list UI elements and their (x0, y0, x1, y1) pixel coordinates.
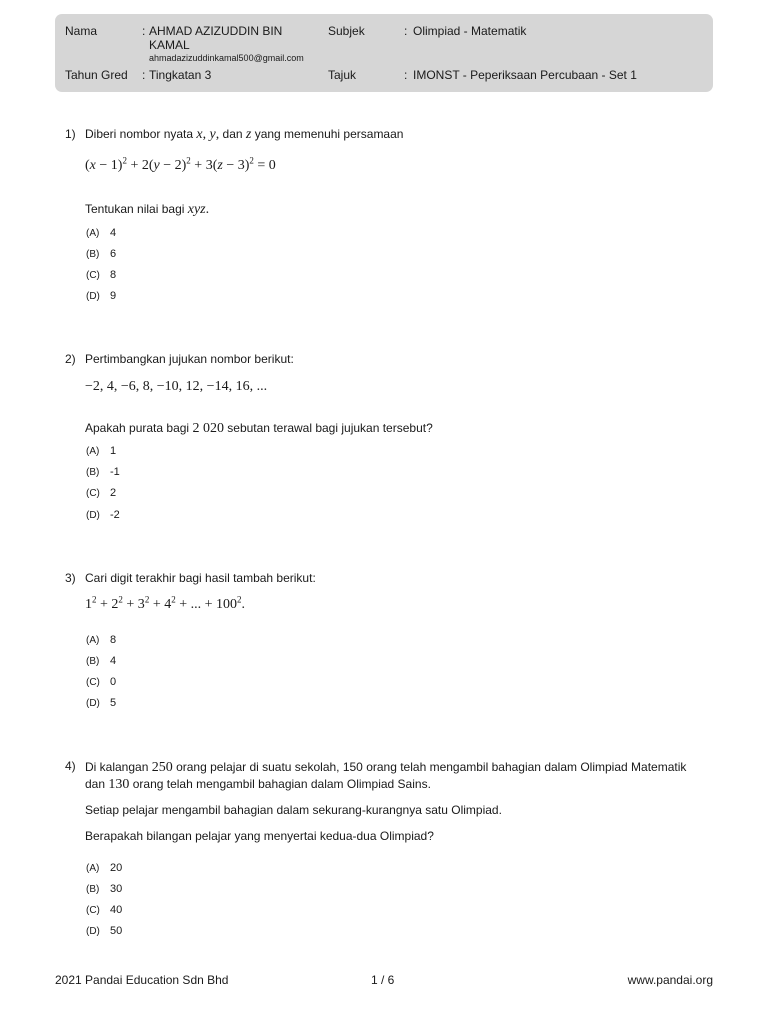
tajuk-value: IMONST - Peperiksaan Percubaan - Set 1 (413, 68, 637, 82)
question-3-number: 3) (65, 571, 76, 585)
tahun-colon: : (142, 68, 146, 82)
nama-label: Nama (65, 24, 98, 38)
question-1-number: 1) (65, 127, 76, 141)
question-3-option-c[interactable]: (C) 0 (86, 676, 117, 688)
question-3-sum: $1^2 + 2^2 + 3^2 + 4^2$ + ... + $100^2$. (85, 594, 246, 612)
question-3-intro: Cari digit terakhir bagi hasil tambah berikut: (85, 571, 316, 585)
question-1-option-a[interactable]: (A) 4 (86, 227, 117, 239)
question-4-paragraph-3: Berapakah bilangan pelajar yang menyertai kedua-dua Olimpiad? (85, 829, 434, 843)
footer-page-number: 1 / 6 (371, 973, 395, 987)
question-1-option-c[interactable]: (C) 8 (86, 269, 117, 281)
nama-value: AHMAD AZIZUDDIN BIN KAMAL (149, 24, 283, 52)
question-2-option-d[interactable]: (D) -2 (86, 509, 120, 521)
math-var: y (209, 127, 216, 142)
question-2-sequence: −2, 4, −6, 8, −10, 12, −14, 16, ... (85, 379, 268, 394)
math-var: z (245, 127, 252, 142)
question-1-option-b[interactable]: (B) 6 (86, 248, 117, 260)
question-4-option-c[interactable]: (C) 40 (86, 904, 123, 916)
nama-colon: : (142, 24, 146, 38)
question-1-intro: Diberi nombor nyata x, y, dan z yang memenuhi persamaan (85, 127, 404, 142)
question-2-number: 2) (65, 352, 76, 366)
question-1-equation: $(x - 1)^2 + 2(y - 2)^2 + 3(z - 3)^2 = 0$ (85, 155, 276, 173)
question-4-option-b[interactable]: (B) 30 (86, 883, 123, 895)
question-4-text (85, 759, 720, 793)
subjek-value: Olimpiad - Matematik (413, 24, 527, 38)
footer-website-link[interactable]: www.pandai.org (627, 973, 713, 987)
question-1-prompt: Tentukan nilai bagi xyz. (85, 202, 210, 217)
math-var: x (196, 127, 203, 142)
question-4-option-a[interactable]: (A) 20 (86, 862, 123, 874)
question-2-prompt: Apakah purata bagi 2 020 sebutan terawal bagi jujukan tersebut? (85, 421, 433, 436)
question-4-number: 4) (65, 759, 76, 773)
question-4-line-1: Di kalangan 250 orang pelajar di suatu sekolah, 150 orang telah mengambil bahagian dalam Olimpiad Matematik (85, 760, 687, 775)
footer-copyright: 2021 Pandai Education Sdn Bhd (55, 973, 229, 987)
question-3-option-d[interactable]: (D) 5 (86, 697, 117, 709)
question-2-option-b[interactable]: (B) -1 (86, 466, 120, 478)
question-3-option-b[interactable]: (B) 4 (86, 655, 117, 667)
tajuk-label: Tajuk (328, 68, 357, 82)
question-4-line-2: dan 130 orang telah mengambil bahagian dalam Olimpiad Sains. (85, 777, 431, 792)
tajuk-colon: : (404, 68, 408, 82)
tahun-label: Tahun Gred (65, 68, 128, 82)
subjek-label: Subjek (328, 24, 365, 38)
question-1-option-d[interactable]: (D) 9 (86, 290, 117, 302)
question-2-intro: Pertimbangkan jujukan nombor berikut: (85, 352, 294, 366)
question-2-option-a[interactable]: (A) 1 (86, 445, 117, 457)
question-3-option-a[interactable]: (A) 8 (86, 634, 117, 646)
subjek-colon: : (404, 24, 408, 38)
question-2-option-c[interactable]: (C) 2 (86, 487, 117, 499)
tahun-value: Tingkatan 3 (149, 68, 212, 82)
student-info-header (55, 14, 713, 92)
question-4-paragraph-2: Setiap pelajar mengambil bahagian dalam sekurang-kurangnya satu Olimpiad. (85, 803, 502, 817)
question-4-option-d[interactable]: (D) 50 (86, 925, 123, 937)
email-value: ahmadazizuddinkamal500@gmail.com (149, 53, 304, 63)
